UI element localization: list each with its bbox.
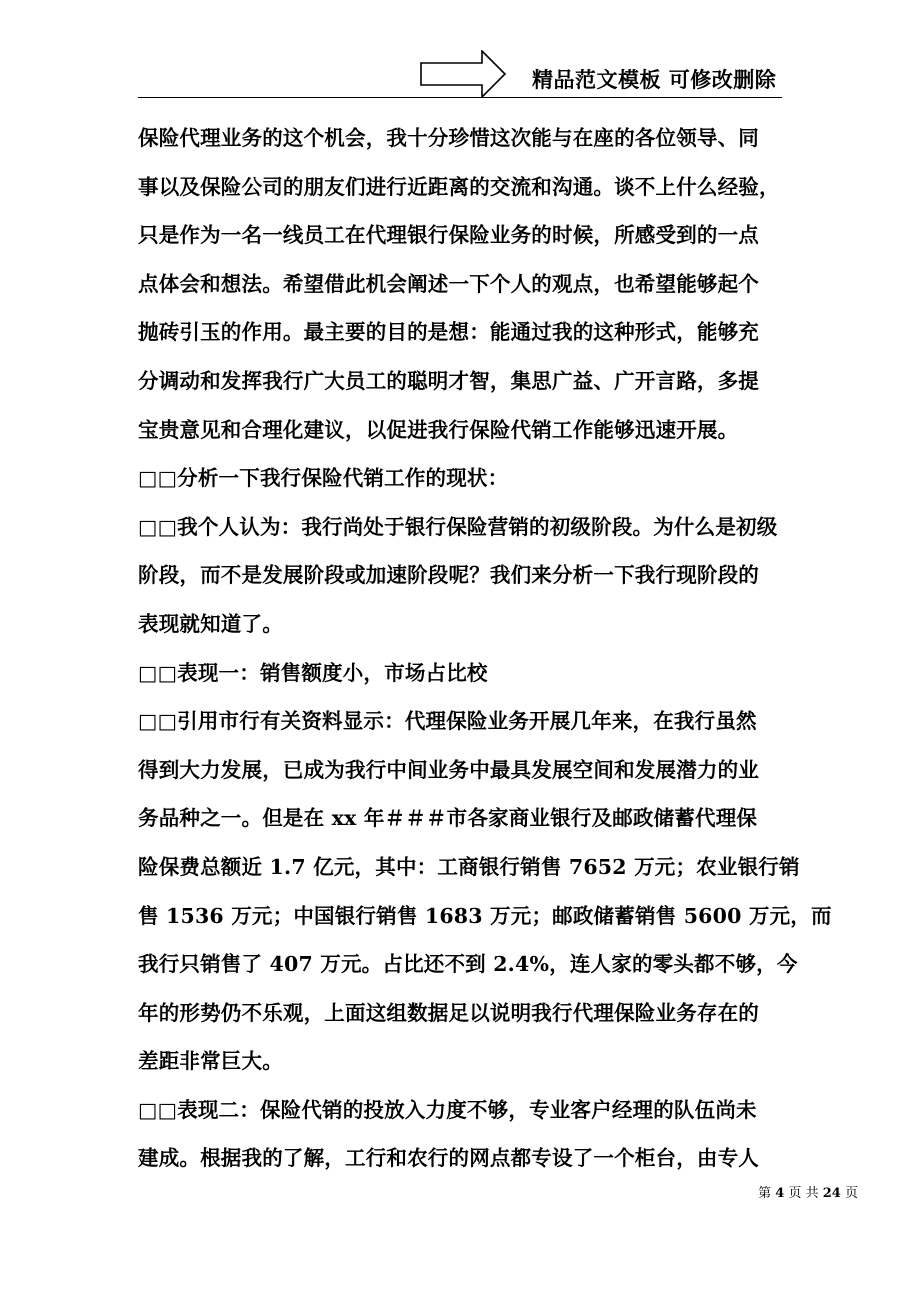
text-line: 建成。根据我的了解，工行和农行的网点都专设了一个柜台，由专人 (138, 1146, 759, 1171)
text-line: 点体会和想法。希望借此机会阐述一下个人的观点，也希望能够起个 (138, 271, 759, 296)
text-line: 表现就知道了。 (138, 611, 283, 636)
text-line: 宝贵意见和合理化建议，以促进我行保险代销工作能够迅速开展。 (138, 417, 739, 442)
footer-total-pages: 24 (822, 1186, 841, 1201)
text-line: 只是作为一名一线员工在代理银行保险业务的时候，所感受到的一点 (138, 223, 759, 248)
section-heading: □□表现一：销售额度小，市场占比校 (138, 660, 488, 685)
footer-page-number: 4 (775, 1186, 785, 1201)
text-line: 事以及保险公司的朋友们进行近距离的交流和沟通。谈不上什么经验， (138, 174, 780, 199)
text-line: 差距非常巨大。 (138, 1049, 283, 1074)
text-line: 我行只销售了 407 万元。占比还不到 2.4%，连人家的零头都不够，今 (138, 952, 798, 977)
text-line: 得到大力发展，已成为我行中间业务中最具发展空间和发展潜力的业 (138, 757, 759, 782)
right-arrow-icon (420, 50, 506, 98)
text-line: 分调动和发挥我行广大员工的聪明才智，集思广益、广开言路，多提 (138, 368, 759, 393)
footer-prefix: 第 (758, 1186, 772, 1201)
text-line: 保险代理业务的这个机会，我十分珍惜这次能与在座的各位领导、同 (138, 126, 759, 150)
header-title: 精品范文模板 可修改删除 (532, 68, 777, 92)
text-line: 抛砖引玉的作用。最主要的目的是想：能通过我的这种形式，能够充 (138, 320, 759, 345)
text-line: □□我个人认为：我行尚处于银行保险营销的初级阶段。为什么是初级 (138, 514, 778, 539)
text-line: 务品种之一。但是在 xx 年＃＃＃市各家商业银行及邮政储蓄代理保 (138, 806, 758, 831)
text-line: 阶段，而不是发展阶段或加速阶段呢？我们来分析一下我行现阶段的 (138, 563, 759, 588)
text-line: 售 1536 万元；中国银行销售 1683 万元；邮政储蓄销售 5600 万元，而 (138, 903, 832, 928)
text-line: 险保费总额近 1.7 亿元，其中：工商银行销售 7652 万元；农业银行销 (138, 854, 800, 879)
text-line: □□引用市行有关资料显示：代理保险业务开展几年来，在我行虽然 (138, 709, 757, 734)
page-footer (758, 1182, 858, 1201)
footer-suffix: 页 (844, 1186, 858, 1201)
document-body (138, 114, 832, 1183)
text-line: 年的形势仍不乐观，上面这组数据足以说明我行代理保险业务存在的 (138, 1000, 759, 1025)
footer-middle: 页 共 (788, 1186, 819, 1201)
section-heading: □□分析一下我行保险代销工作的现状： (138, 466, 509, 491)
page-header (0, 0, 920, 110)
header-divider (138, 97, 782, 98)
section-heading: □□表现二：保险代销的投放入力度不够，专业客户经理的队伍尚未 (138, 1097, 757, 1122)
